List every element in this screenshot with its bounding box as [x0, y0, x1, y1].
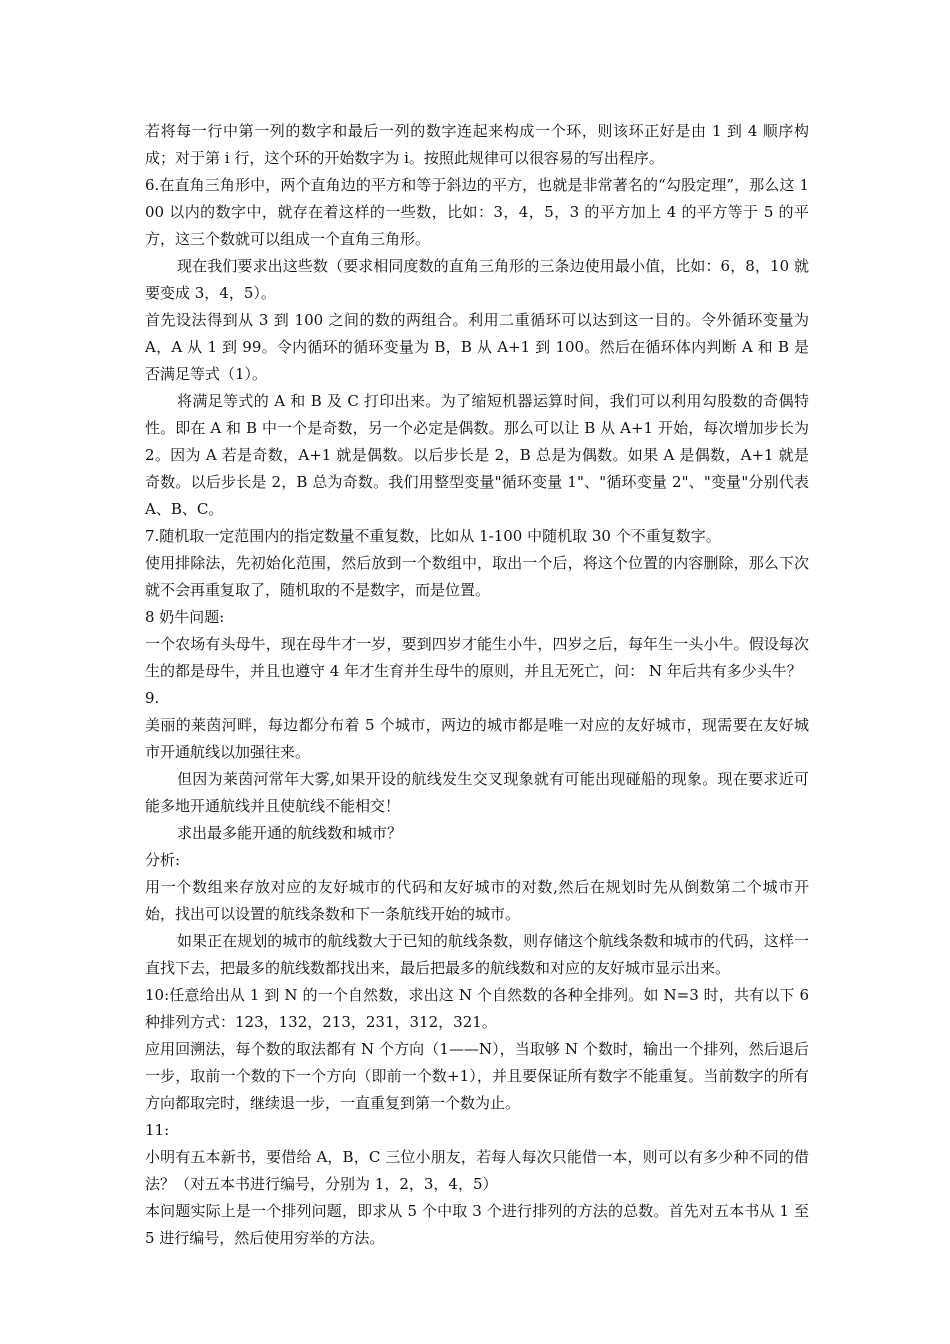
paragraph-q6-method: 首先设法得到从 3 到 100 之间的数的两组合。利用二重循环可以达到这一目的。令外循环变量为 A，A 从 1 到 99。令内循环的循环变量为 B，B 从 A+1 到 100。然后在循环体内判断 A 和 B 是否满足等式（1）。: [145, 311, 809, 383]
paragraph-q9-statement: 美丽的莱茵河畔，每边都分布着 5 个城市，两边的城市都是唯一对应的友好城市，现需要在友好城市开通航线以加强往来。: [145, 716, 809, 761]
paragraph-q6-requirement: 现在我们要求出这些数（要求相同度数的直角三角形的三条边使用最小值，比如：6，8，10 就要变成 3，4，5）。: [145, 257, 809, 302]
paragraph-ring-rule: 若将每一行中第一列的数字和最后一列的数字连起来构成一个环，则该环正好是由 1 到 4 顺序构成；对于第 i 行，这个环的开始数字为 i。按照此规律可以很容易的写出程序。: [145, 122, 809, 167]
paragraph-q6-statement: 6.在直角三角形中，两个直角边的平方和等于斜边的平方，也就是非常著名的“勾股定理”，那么这 100 以内的数字中，就存在着这样的一些数，比如：3，4，5，3 的平方加上 4 的平方等于 5 的平方，这三个数就可以组成一个直角三角形。: [145, 176, 809, 248]
paragraph-q9-constraint: 但因为莱茵河常年大雾,如果开设的航线发生交叉现象就有可能出现碰船的现象。现在要求近可能多地开通航线并且使航线不能相交！: [145, 770, 809, 815]
paragraph-q11-statement: 小明有五本新书，要借给 A，B，C 三位小朋友，若每人每次只能借一本，则可以有多少种不同的借法？（对五本书进行编号，分别为 1，2，3，4，5）: [145, 1148, 809, 1193]
paragraph-q10-statement: 10:任意给出从 1 到 N 的一个自然数，求出这 N 个自然数的各种全排列。如 N=3 时，共有以下 6 种排列方式：123，132，213，231，312，321。: [145, 986, 809, 1031]
paragraph-q7-statement: 7.随机取一定范围内的指定数量不重复数，比如从 1-100 中随机取 30 个不重复数字。: [145, 527, 721, 545]
document-body: [145, 118, 809, 1252]
paragraph-q9-analysis-2: 如果正在规划的城市的航线数大于已知的航线条数，则存储这个航线条数和城市的代码，这样一直找下去，把最多的航线数都找出来，最后把最多的航线数和对应的友好城市显示出来。: [145, 932, 809, 977]
paragraph-q8-title: 8 奶牛问题:: [145, 608, 225, 626]
paragraph-q6-optimization: 将满足等式的 A 和 B 及 C 打印出来。为了缩短机器运算时间，我们可以利用勾股数的奇偶特性。即在 A 和 B 中一个是奇数，另一个必定是偶数。那么可以让 B 从 A+1 开始，每次增加步长为 2。因为 A 若是奇数，A+1 就是偶数。以后步长是 2，B 总是为偶数。如果 A 是偶数，A+1 就是奇数。以后步长是 2，B 总为奇数。我们用整型变量"循环变量 1"、"循环变量 2"、"变量"分别代表 A、B、C。: [145, 392, 809, 518]
paragraph-q9-analysis-label: 分析:: [145, 851, 181, 869]
paragraph-q10-method: 应用回溯法，每个数的取法都有 N 个方向（1——N），当取够 N 个数时，输出一个排列，然后退后一步，取前一个数的下一个方向（即前一个数+1），并且要保证所有数字不能重复。当前数字的所有方向都取完时，继续退一步，一直重复到第一个数为止。: [145, 1040, 809, 1112]
paragraph-q11-title: 11:: [145, 1121, 170, 1139]
paragraph-q7-method: 使用排除法，先初始化范围，然后放到一个数组中，取出一个后，将这个位置的内容删除，那么下次就不会再重复取了，随机取的不是数字，而是位置。: [145, 554, 809, 599]
paragraph-q9-question: 求出最多能开通的航线数和城市？: [177, 824, 403, 842]
paragraph-q8-statement: 一个农场有头母牛，现在母牛才一岁，要到四岁才能生小牛，四岁之后，每年生一头小牛。假设每次生的都是母牛，并且也遵守 4 年才生育并生母牛的原则，并且无死亡，问： N 年后共有多少头牛？: [145, 635, 809, 680]
paragraph-q9-analysis-1: 用一个数组来存放对应的友好城市的代码和友好城市的对数,然后在规划时先从倒数第二个城市开始，找出可以设置的航线条数和下一条航线开始的城市。: [145, 878, 809, 923]
paragraph-q9-title: 9.: [145, 689, 160, 707]
paragraph-q11-method: 本问题实际上是一个排列问题，即求从 5 个中取 3 个进行排列的方法的总数。首先对五本书从 1 至 5 进行编号，然后使用穷举的方法。: [145, 1202, 809, 1247]
